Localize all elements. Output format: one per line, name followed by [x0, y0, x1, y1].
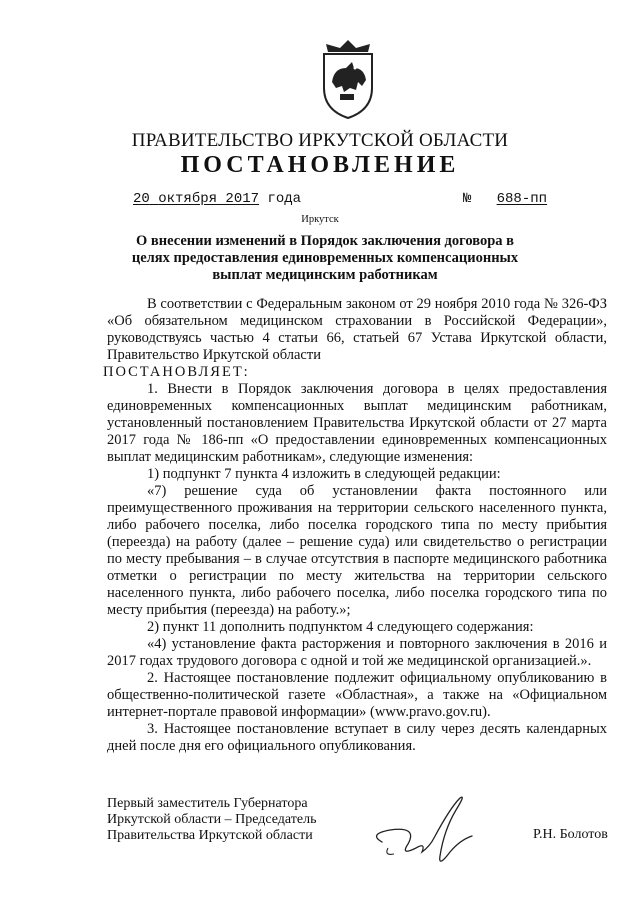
signatory-line-3: Правительства Иркутской области: [107, 828, 313, 843]
paragraph-2: 2. Настоящее постановление подлежит официальному опубликованию в общественно-политической газете «Областная», а также на «Официальном интернет-портале правовой информации» (www.pravo.gov.ru).: [107, 670, 607, 720]
preamble: В соответствии с Федеральным законом от 29 ноября 2010 года № 326-ФЗ «Об обязательном медицинском страховании в Российской Федерации», руководствуясь частью 4 статьи 66, статьей 67 Устава Иркутской области, Правительство Иркутской области: [107, 296, 607, 363]
paragraph-1: 1. Внести в Порядок заключения договора в целях предоставления единовременных компенсационных выплат медицинским работникам, установленный постановлением Правительства Иркутской области от 27 марта 2017 года № 186-пп «О предоставлении единовременных компенсационных выплат медицинским работникам», следующие изменения:: [107, 381, 607, 465]
paragraph-1-2: 2) пункт 11 дополнить подпунктом 4 следующего содержания:: [147, 619, 534, 635]
document-subject: О внесении изменений в Порядок заключения договора в целях предоставления единовременных компенсационных выплат медицинским работникам: [131, 233, 519, 283]
number-sign: №: [463, 191, 472, 207]
organization-title: ПРАВИТЕЛЬСТВО ИРКУТСКОЙ ОБЛАСТИ: [131, 130, 509, 151]
city: Иркутск: [301, 214, 339, 225]
date-month-year: октября 2017: [158, 191, 260, 207]
paragraph-1-1-text: «7) решение суда об установлении факта постоянного или преимущественного проживания на территории сельского населенного пункта, либо рабочего поселка, либо поселка городского типа по месту прибытия (переезда) на работу (далее – решение суда) или свидетельство о регистрации по месту пребывания – в случае отсутствия в паспорте медицинского работника отметки о регистрации по месту жительства на территории сельского населенного пункта, либо рабочего поселка, либо поселка городского типа по месту прибытия (переезда) на работу.»;: [107, 483, 607, 618]
document-date: [133, 191, 301, 207]
irkutsk-coat-of-arms-icon: [318, 38, 378, 120]
date-suffix: года: [267, 191, 302, 207]
number-value: 688-пп: [496, 191, 548, 207]
handwritten-signature-icon: [360, 786, 490, 870]
document-body: [103, 296, 607, 755]
date-day: 20: [133, 191, 150, 207]
paragraph-3: 3. Настоящее постановление вступает в силу через десять календарных дней после дня его официального опубликования.: [107, 721, 607, 754]
document-type: ПОСТАНОВЛЕНИЕ: [180, 152, 460, 178]
signatory-line-1: Первый заместитель Губернатора: [107, 796, 308, 811]
paragraph-1-1: 1) подпункт 7 пункта 4 изложить в следующей редакции:: [147, 466, 501, 482]
signatory-title: [107, 796, 316, 844]
paragraph-1-2-text: «4) установление факта расторжения и повторного заключения в 2016 и 2017 годах трудового договора с одной и той же медицинской организацией.».: [107, 636, 607, 669]
signatory-name: Р.Н. Болотов: [533, 827, 608, 842]
document-number: [463, 191, 547, 207]
decree-word: ПОСТАНОВЛЯЕТ:: [103, 364, 250, 380]
signatory-line-2: Иркутской области – Председатель: [107, 812, 317, 827]
